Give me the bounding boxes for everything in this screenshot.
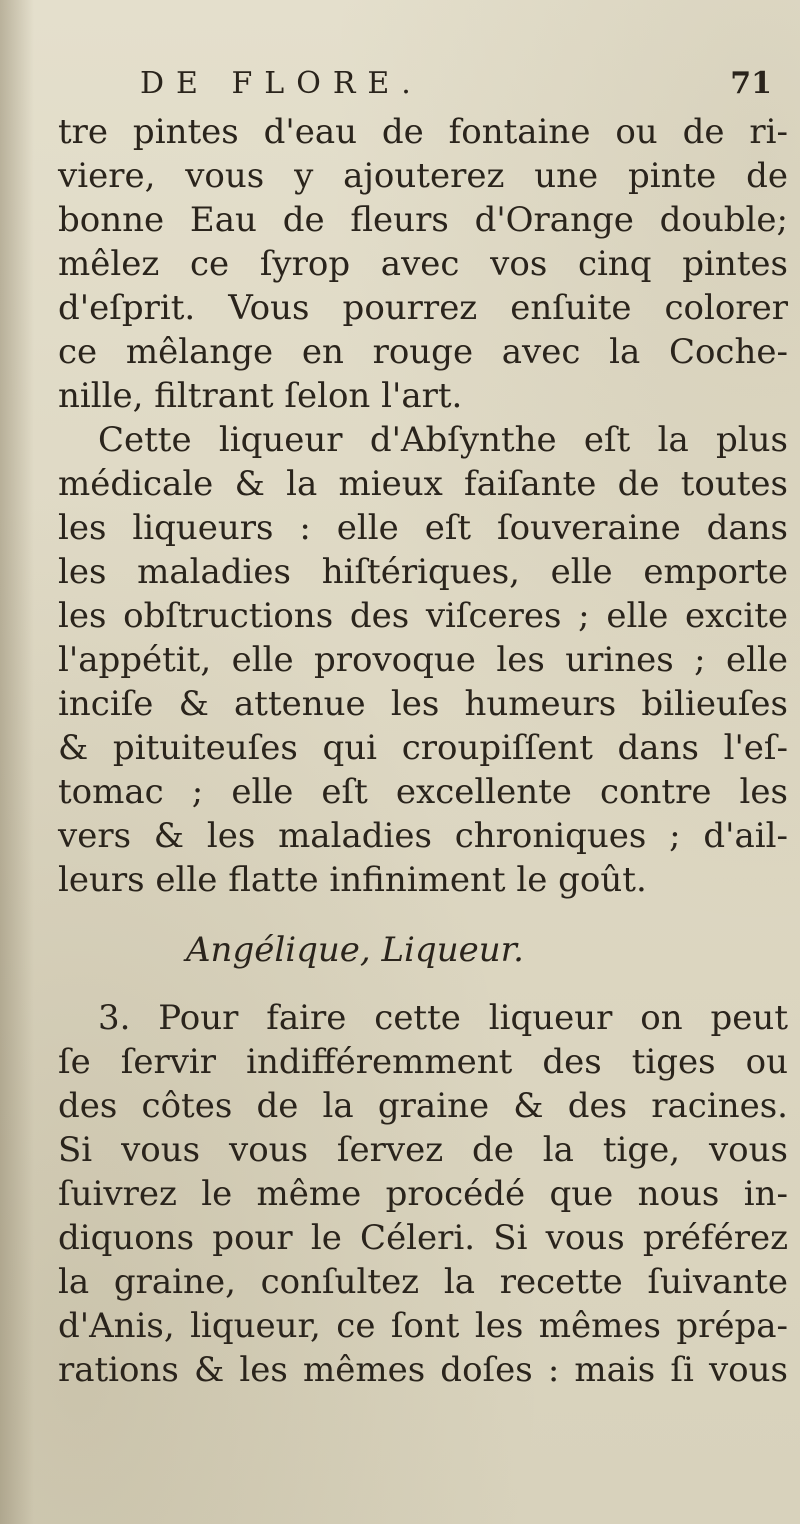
text-line: les liqueurs : elle eſt ſouveraine dans <box>58 508 788 548</box>
text-line: 3. Pour faire cette liqueur on peut <box>98 998 788 1038</box>
text-line: viere, vous y ajouterez une pinte de <box>58 156 788 196</box>
paragraph-angelique <box>58 996 788 1392</box>
text-line: diquons pour le Céleri. Si vous préférez <box>58 1218 788 1258</box>
page-number: 71 <box>730 66 772 101</box>
paragraph-continued <box>58 110 788 418</box>
text-line: nille, filtrant ſelon l'art. <box>58 376 463 416</box>
running-head: DE FLORE. <box>140 66 423 101</box>
text-line: inciſe & attenue les humeurs bilieuſes <box>58 684 788 724</box>
paragraph-absinthe <box>58 418 788 902</box>
page-gutter-shadow <box>0 0 34 1524</box>
text-line: ſuivrez le même procédé que nous in- <box>58 1174 788 1214</box>
text-line: vers & les maladies chroniques ; d'ail- <box>58 816 788 856</box>
text-line: la graine, conſultez la recette ſuivante <box>58 1262 788 1302</box>
text-line: des côtes de la graine & des racines. <box>58 1086 788 1126</box>
text-line: les maladies hiſtériques, elle emporte <box>58 552 788 592</box>
text-line: d'Anis, liqueur, ce ſont les mêmes prépa- <box>58 1306 788 1346</box>
page-header <box>140 66 780 106</box>
text-line: mêlez ce ſyrop avec vos cinq pintes <box>58 244 788 284</box>
text-line: d'eſprit. Vous pourrez enſuite colorer <box>58 288 788 328</box>
text-line: ce mêlange en rouge avec la Coche- <box>58 332 788 372</box>
text-line: rations & les mêmes doſes : mais ſi vous <box>58 1350 788 1390</box>
text-line: médicale & la mieux faiſante de toutes <box>58 464 788 504</box>
text-line: bonne Eau de fleurs d'Orange double; <box>58 200 788 240</box>
text-line: ſe ſervir indifféremment des tiges ou <box>58 1042 788 1082</box>
text-line: tre pintes d'eau de fontaine ou de ri- <box>58 112 788 152</box>
body-text <box>58 110 788 1392</box>
text-line: Cette liqueur d'Abſynthe eſt la plus <box>98 420 788 460</box>
section-heading: Angélique, Liqueur. <box>186 930 524 970</box>
text-line: tomac ; elle eſt excellente contre les <box>58 772 788 812</box>
text-line: l'appétit, elle provoque les urines ; elle <box>58 640 788 680</box>
text-line: leurs elle flatte infiniment le goût. <box>58 860 647 900</box>
text-line: les obſtructions des viſceres ; elle excite <box>58 596 788 636</box>
text-line: Si vous vous ſervez de la tige, vous <box>58 1130 788 1170</box>
text-line: & pituiteuſes qui croupiſſent dans l'eſ- <box>58 728 788 768</box>
